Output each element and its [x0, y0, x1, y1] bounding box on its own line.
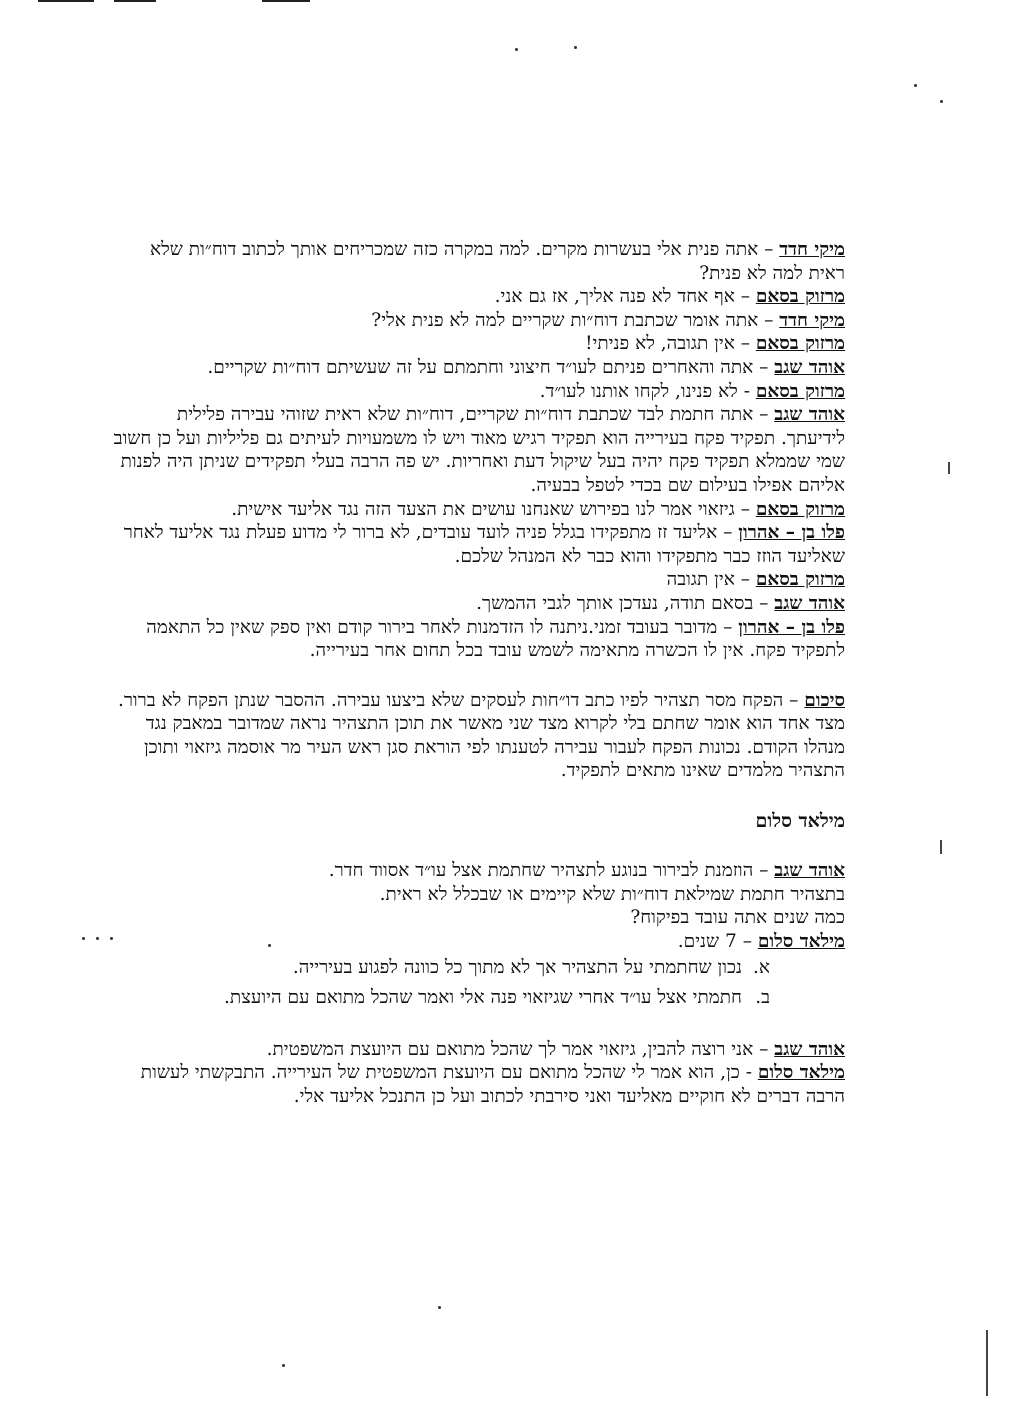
speaker-name: מילאד סלום	[757, 1062, 845, 1084]
utterance: – אין תגובה, לא פניתי!	[585, 333, 756, 355]
scan-edge-line	[38, 0, 94, 2]
utterance: – הוזמנת לבירור בנוגע לתצהיר שחתמת אצל עו״ד אסווד חדר.	[328, 860, 775, 882]
speaker-name: מרזוק בסאם	[755, 333, 845, 355]
dialogue-block-2	[110, 1038, 845, 1109]
speaker-name: אוהד שגב	[774, 356, 845, 378]
dialogue-line	[110, 521, 845, 568]
dialogue-line	[110, 238, 845, 285]
list-item-label: א.	[753, 957, 770, 979]
dialogue-line	[110, 859, 845, 883]
text-line: כמה שנים אתה עובד בפיקוח?	[630, 907, 845, 929]
scan-speck	[282, 1364, 285, 1367]
dialogue-line	[110, 356, 845, 380]
dialogue-line	[110, 616, 845, 663]
scan-speck	[438, 1306, 441, 1309]
dialogue-line	[110, 403, 845, 497]
answer-list	[110, 956, 845, 1009]
dialogue-line	[110, 380, 845, 404]
scan-speck	[574, 46, 577, 49]
speaker-name: פלו בן – אהרון	[738, 616, 845, 638]
dialogue-line	[110, 309, 845, 333]
speaker-name: מיקי חדד	[779, 239, 845, 260]
scan-speck	[914, 84, 917, 87]
speaker-name: מרזוק בסאם	[755, 286, 845, 308]
scan-speck	[82, 937, 85, 940]
speaker-name: מרזוק בסאם	[755, 380, 845, 402]
speaker-name: אוהד שגב	[774, 1038, 845, 1060]
utterance: - לא פנינו, לקחו אותנו לעו״ד.	[539, 380, 756, 402]
scan-edge-line	[262, 0, 310, 2]
utterance: – 7 שנים.	[677, 930, 758, 952]
scan-speck	[940, 100, 943, 103]
list-item-label: ב.	[755, 987, 770, 1009]
dialogue-block-1	[110, 238, 845, 663]
summary-text: – הפקח מסר תצהיר לפיו כתב דו״חות לעסקים שלא ביצעו עבירה. ההסבר שנתן הפקח לא ברור. מצד אחד הוא אומר שחתם בלי לקרוא מצד שני מאשר את תוכן התצהיר נראה שמדובר במאבק נגד מנהלו הקודם. נכונות הפקח לעבור עבירה לטענתו לפי הוראת סגן ראש העיר מר אוסמה גיזאוי ותוכן התצהיר מלמדים שאינו מתאים לתפקיד.	[117, 689, 845, 782]
utterance: - כן, הוא אמר לי שהכל מתואם עם היועצת המשפטית של העירייה. התבקשתי לעשות הרבה דברים לא חוקיים מאליעד ואני סירבתי לכתוב ועל כן התנכל אליעד אלי.	[140, 1062, 845, 1107]
utterance: – גיזאוי אמר לנו בפירוש שאנחנו עושים את הצעד הזה נגד אליעד אישית.	[231, 498, 756, 520]
scan-margin-mark	[940, 840, 942, 854]
list-item-text: נכון שחתמתי על התצהיר אך לא מתוך כל כוונה לפגוע בעירייה.	[292, 957, 742, 979]
speaker-name: אוהד שגב	[774, 592, 845, 614]
speaker-name: מיקי חדד	[779, 309, 845, 331]
utterance: – אתה אומר שכתבת דוח״ות שקריים למה לא פנית אלי?	[371, 309, 780, 331]
utterance: – אתה פנית אלי בעשרות מקרים. למה במקרה כזה שמכריחים אותך לכתוב דוח״ות שלא ראית למה לא פנית?	[150, 239, 845, 284]
summary-paragraph	[110, 689, 845, 783]
summary-label: סיכום	[804, 689, 845, 711]
speaker-name: פלו בן – אהרון	[738, 522, 845, 544]
speaker-name: מילאד סלום	[757, 930, 845, 952]
dialogue-line	[110, 332, 845, 356]
scan-margin-mark	[948, 462, 950, 474]
list-item	[110, 986, 770, 1010]
dialogue-line	[110, 568, 845, 592]
utterance: – אני רוצה להבין, גיזאוי אמר לך שהכל מתואם עם היועצת המשפטית.	[266, 1038, 775, 1060]
scan-speck	[515, 48, 518, 51]
dialogue-line	[110, 498, 845, 522]
document-body	[110, 238, 845, 1108]
list-item	[110, 956, 770, 980]
dialogue-line	[110, 285, 845, 309]
utterance: – אליעד זז מתפקידו בגלל פניה לועד עובדים, לא ברור לי מדוע פעלת נגד אליעד לאחר שאליעד הוזז כבר מתפקידו והוא כבר לא המנהל שלכם.	[123, 522, 845, 567]
speaker-name: אוהד שגב	[774, 404, 845, 426]
section-title: מילאד סלום	[755, 810, 845, 833]
dialogue-line	[110, 930, 845, 954]
utterance: – אתה והאחרים פניתם לעו״ד חיצוני וחתמתם על זה שעשיתם דוח״ות שקריים.	[207, 356, 775, 378]
utterance: – מדובר בעובד זמני.ניתנה לו הזדמנות לאחר בירור קודם ואין ספק שאין כל התאמה לתפקיד פקח. אין לו הכשרה מתאימה לשמש עובד בכל תחום אחר בעירייה.	[146, 616, 845, 662]
scan-margin-mark	[986, 1330, 988, 1396]
speaker-name: מרזוק בסאם	[755, 569, 845, 591]
utterance: – אף אחד לא פנה אליך, אז גם אני.	[494, 286, 756, 308]
speaker-name: מרזוק בסאם	[755, 498, 845, 520]
list-item-text: חתמתי אצל עו״ד אחרי שגיזאוי פנה אלי ואמר שהכל מתואם עם היועצת.	[224, 987, 742, 1009]
scan-speck	[96, 937, 99, 940]
utterance: – בסאם תודה, נעדכן אותך לגבי ההמשך.	[476, 592, 775, 614]
utterance: – אתה חתמת לבד שכתבת דוח״ות שקריים, דוח״ות שלא ראית שזוהי עבירה פלילית לידיעתך. תפקיד פקח בעירייה הוא תפקיד רגיש מאוד ויש לו משמעויות לעיתים גם פליליות ועל כן חשוב שמי שממלא תפקיד פקח יהיה בעל שיקול דעת ואחריות. יש פה הרבה בעלי תפקידים שניתן היה לפנות אליהם אפילו בעילום שם בכדי לטפל בבעיה.	[113, 404, 845, 496]
text-line: בתצהיר חתמת שמילאת דוח״ות שלא קיימים או שבכלל לא ראית.	[379, 883, 845, 905]
dialogue-line	[110, 592, 845, 616]
scan-edge-line	[114, 0, 156, 2]
utterance: – אין תגובה	[666, 569, 756, 591]
dialogue-line	[110, 1038, 845, 1062]
dialogue-line	[110, 1061, 845, 1108]
speaker-name: אוהד שגב	[774, 860, 845, 882]
